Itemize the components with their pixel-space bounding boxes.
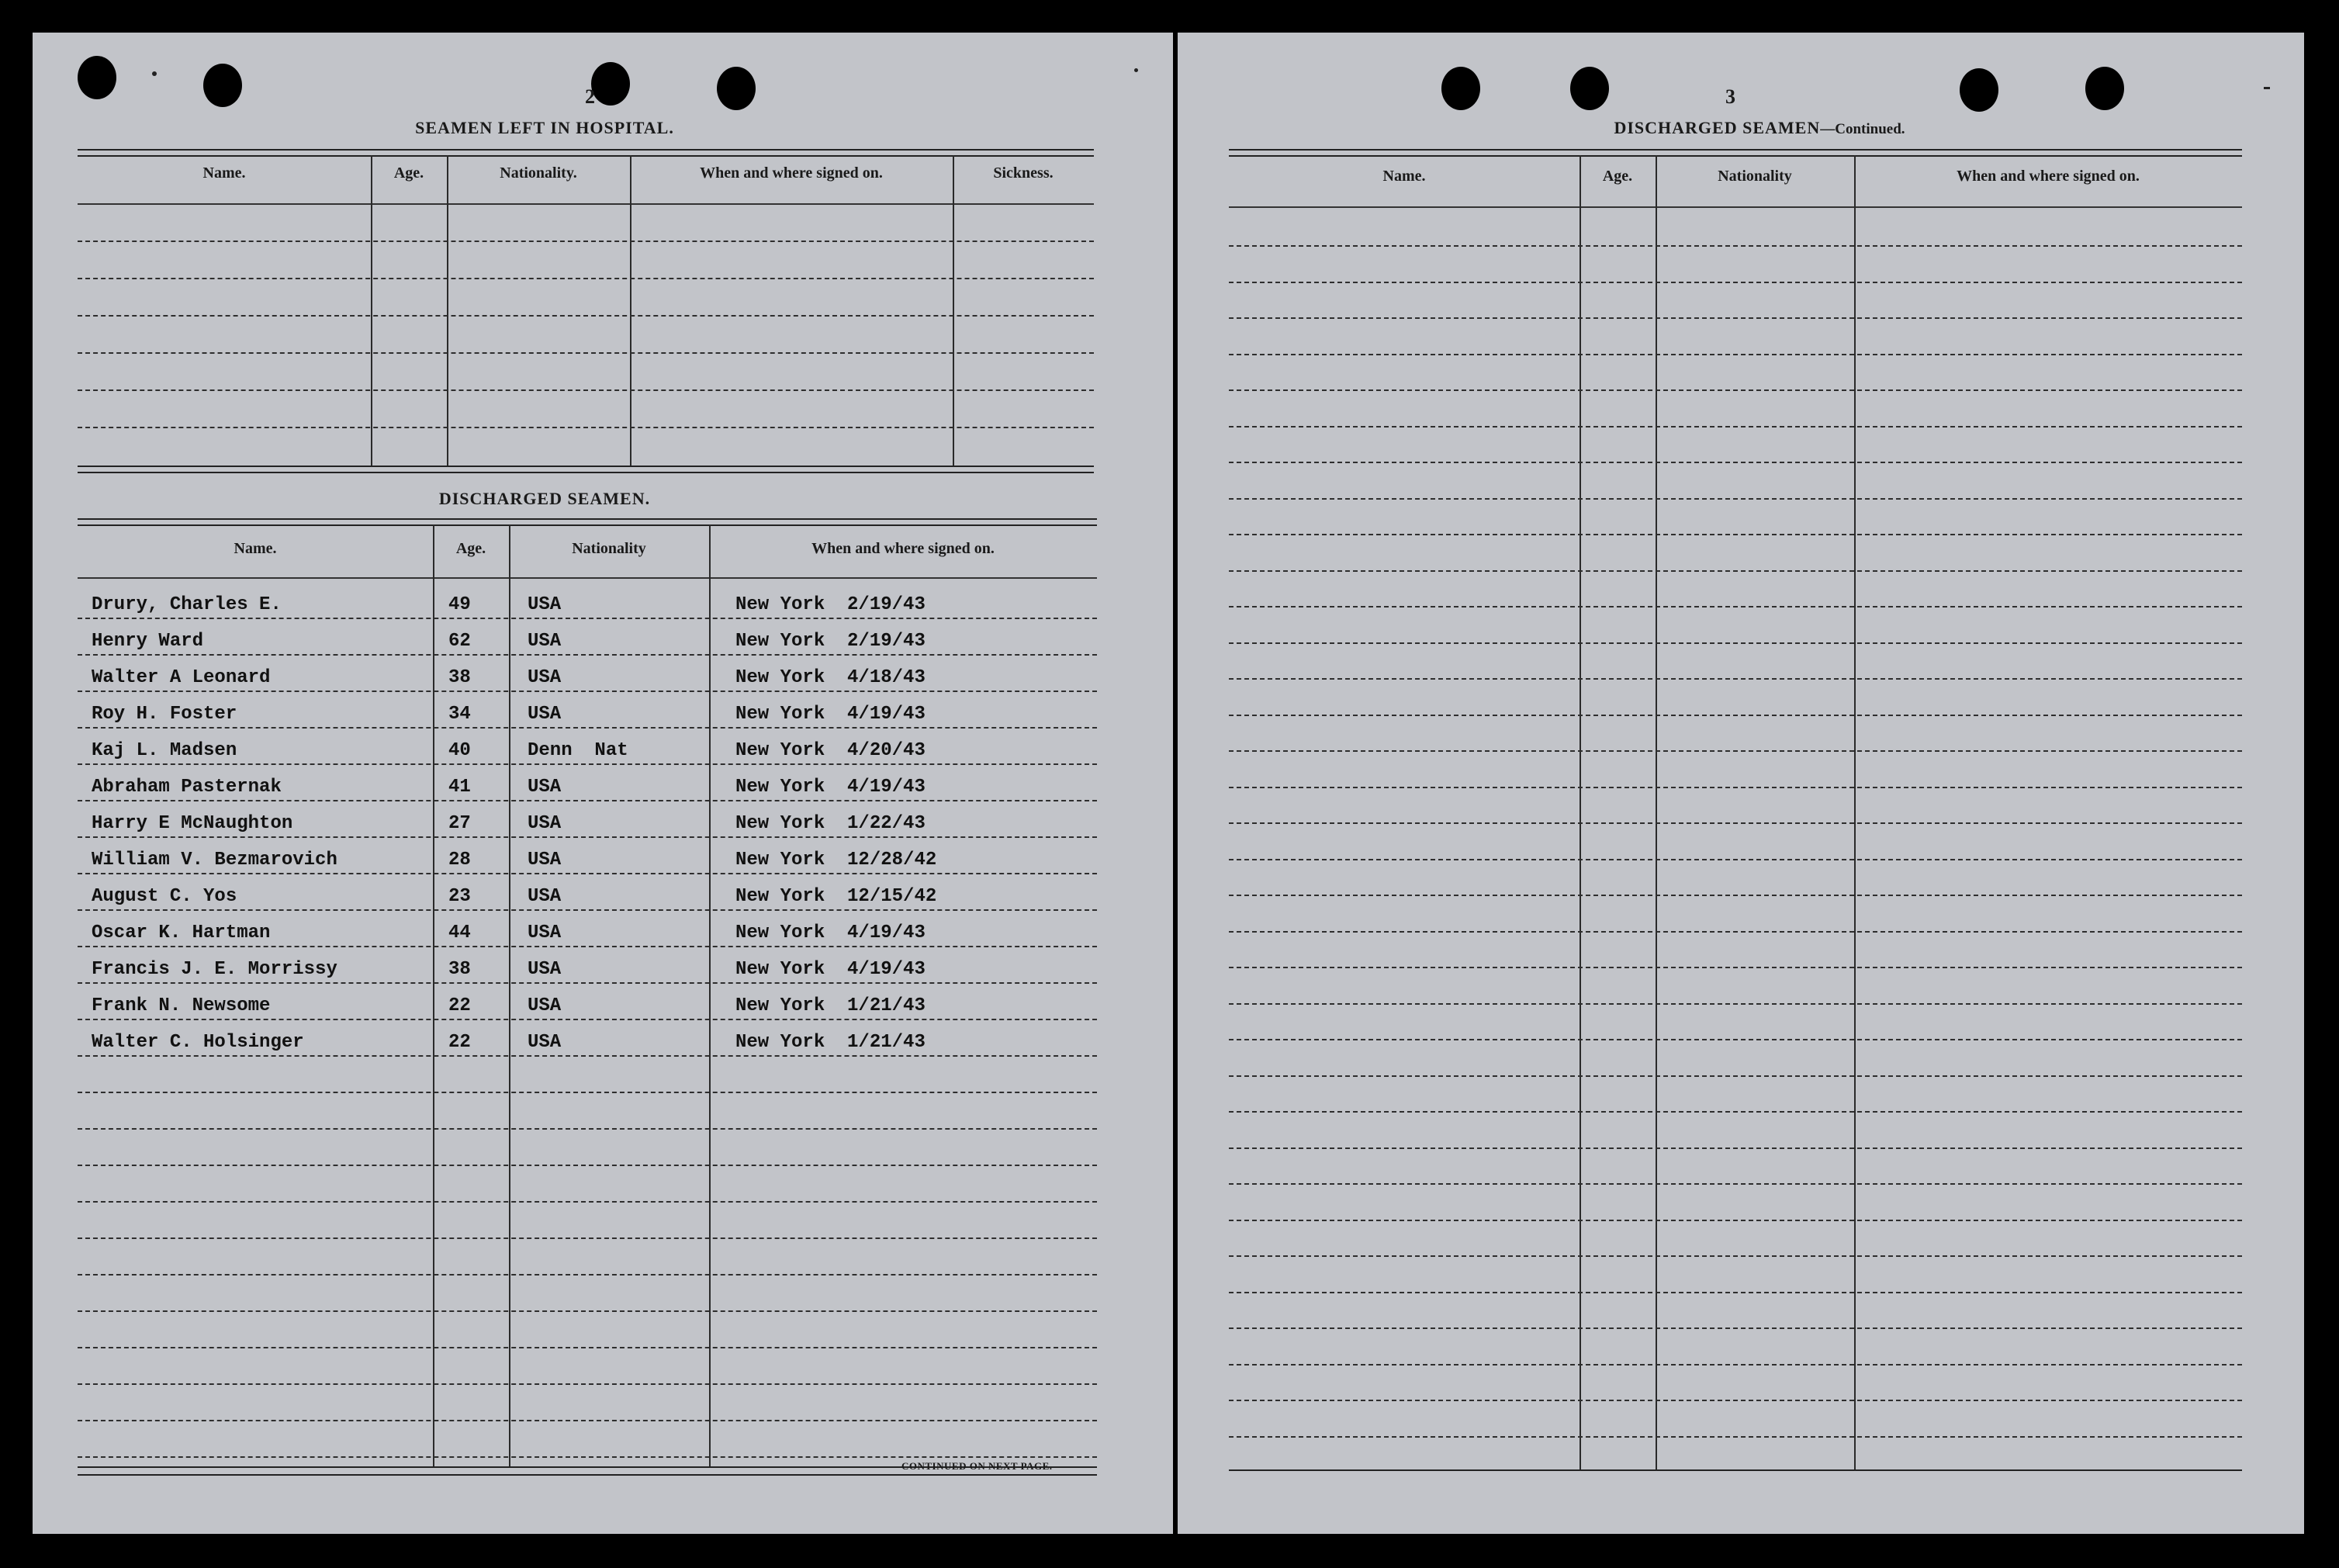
row-rule xyxy=(1229,1111,2242,1113)
row-rule xyxy=(1229,931,2242,933)
row-rule xyxy=(1229,570,2242,572)
seaman-age: 62 xyxy=(448,631,471,652)
header-nationality: Nationality xyxy=(572,540,646,557)
seaman-age: 22 xyxy=(448,1032,471,1053)
seaman-name: Drury, Charles E. xyxy=(92,594,282,615)
page-number: 3 xyxy=(1725,85,1735,108)
seaman-signed-on: New York 4/20/43 xyxy=(735,740,926,761)
row-rule xyxy=(78,1128,1097,1130)
title-main: DISCHARGED SEAMEN xyxy=(1614,118,1821,137)
seaman-name: Oscar K. Hartman xyxy=(92,922,271,943)
seaman-age: 22 xyxy=(448,995,471,1016)
table-row xyxy=(78,1032,1097,1063)
discharged-continued-title xyxy=(1472,118,2047,138)
row-rule xyxy=(1229,859,2242,860)
table-row xyxy=(78,922,1097,954)
punch-hole xyxy=(591,62,630,106)
continued-footer: CONTINUED ON NEXT PAGE. xyxy=(901,1460,1053,1472)
seaman-age: 40 xyxy=(448,740,471,761)
seaman-signed-on: New York 12/28/42 xyxy=(735,850,937,871)
row-rule xyxy=(1229,895,2242,896)
row-rule xyxy=(1229,678,2242,680)
row-rule xyxy=(78,1165,1097,1166)
seaman-signed-on: New York 1/21/43 xyxy=(735,1032,926,1053)
table-row xyxy=(78,777,1097,808)
seaman-signed-on: New York 4/19/43 xyxy=(735,959,926,980)
row-rule xyxy=(1229,462,2242,463)
table-row xyxy=(78,995,1097,1026)
title-continued: —Continued. xyxy=(1820,121,1905,137)
ink-speck xyxy=(1134,68,1138,72)
discharged-title: DISCHARGED SEAMEN. xyxy=(438,489,651,508)
seaman-nationality: USA xyxy=(528,631,562,652)
seaman-nationality: USA xyxy=(528,922,562,943)
table-row xyxy=(78,704,1097,735)
table-row xyxy=(78,740,1097,771)
row-rule xyxy=(78,1420,1097,1421)
seaman-nationality: USA xyxy=(528,959,562,980)
right-page xyxy=(1178,33,2304,1534)
row-rule xyxy=(1229,354,2242,355)
seaman-signed-on: New York 4/19/43 xyxy=(735,777,926,798)
row-rule xyxy=(1229,317,2242,319)
table-row xyxy=(78,959,1097,990)
seaman-nationality: USA xyxy=(528,704,562,725)
seaman-signed-on: New York 1/22/43 xyxy=(735,813,926,834)
table-row xyxy=(78,667,1097,698)
header-nationality: Nationality xyxy=(1718,168,1792,185)
seaman-nationality: USA xyxy=(528,995,562,1016)
punch-hole xyxy=(78,56,116,99)
header-name: Name. xyxy=(234,540,277,557)
header-signed-on: When and where signed on. xyxy=(1957,168,2140,185)
row-rule xyxy=(1229,1436,2242,1438)
header-signed-on: When and where signed on. xyxy=(700,164,883,182)
table-row xyxy=(78,594,1097,625)
row-rule xyxy=(1229,534,2242,535)
seaman-age: 49 xyxy=(448,594,471,615)
seaman-age: 23 xyxy=(448,886,471,907)
seaman-nationality: USA xyxy=(528,813,562,834)
seaman-name: Frank N. Newsome xyxy=(92,995,271,1016)
row-rule xyxy=(1229,1292,2242,1293)
seaman-nationality: USA xyxy=(528,594,562,615)
row-rule xyxy=(1229,787,2242,788)
row-rule xyxy=(78,1310,1097,1312)
discharged-table xyxy=(78,518,1097,1480)
row-rule xyxy=(1229,1147,2242,1149)
seaman-name: William V. Bezmarovich xyxy=(92,850,337,871)
seaman-age: 34 xyxy=(448,704,471,725)
punch-hole xyxy=(2085,67,2124,110)
ink-speck xyxy=(152,71,157,76)
row-rule xyxy=(1229,750,2242,752)
seaman-age: 41 xyxy=(448,777,471,798)
punch-hole xyxy=(203,64,242,107)
row-rule xyxy=(1229,1364,2242,1366)
row-rule xyxy=(78,1237,1097,1239)
seaman-age: 38 xyxy=(448,667,471,688)
row-rule xyxy=(1229,822,2242,824)
row-rule xyxy=(1229,1255,2242,1257)
row-rule xyxy=(78,1456,1097,1458)
row-rule xyxy=(78,1383,1097,1385)
seaman-age: 38 xyxy=(448,959,471,980)
row-rule xyxy=(1229,1003,2242,1005)
row-rule xyxy=(1229,1400,2242,1401)
row-rule xyxy=(1229,1220,2242,1221)
seaman-nationality: USA xyxy=(528,886,562,907)
punch-hole xyxy=(1960,68,1998,112)
table-row xyxy=(78,850,1097,881)
seaman-name: Abraham Pasternak xyxy=(92,777,282,798)
seaman-signed-on: New York 2/19/43 xyxy=(735,594,926,615)
header-name: Name. xyxy=(1382,168,1426,185)
seaman-name: Henry Ward xyxy=(92,631,204,652)
row-rule xyxy=(78,1274,1097,1276)
seaman-nationality: USA xyxy=(528,850,562,871)
seaman-name: August C. Yos xyxy=(92,886,237,907)
row-rule xyxy=(1229,498,2242,500)
row-rule xyxy=(78,1092,1097,1093)
row-rule xyxy=(1229,715,2242,716)
row-rule xyxy=(1229,642,2242,644)
seaman-signed-on: New York 4/19/43 xyxy=(735,922,926,943)
seaman-name: Kaj L. Madsen xyxy=(92,740,237,761)
ink-speck xyxy=(2264,87,2270,89)
discharged-continued-table xyxy=(1229,149,2242,1476)
page-number: 2 xyxy=(585,85,595,108)
hospital-table xyxy=(78,149,1094,473)
seaman-nationality: Denn Nat xyxy=(528,740,628,761)
seaman-signed-on: New York 1/21/43 xyxy=(735,995,926,1016)
row-rule xyxy=(1229,426,2242,427)
row-rule xyxy=(1229,1183,2242,1185)
row-rule xyxy=(1229,1327,2242,1329)
row-rule xyxy=(1229,967,2242,968)
punch-hole xyxy=(717,67,756,110)
seaman-signed-on: New York 4/18/43 xyxy=(735,667,926,688)
seaman-signed-on: New York 12/15/42 xyxy=(735,886,937,907)
seaman-name: Walter C. Holsinger xyxy=(92,1032,304,1053)
row-rule xyxy=(1229,606,2242,607)
seaman-signed-on: New York 4/19/43 xyxy=(735,704,926,725)
seaman-name: Walter A Leonard xyxy=(92,667,271,688)
row-rule xyxy=(1229,389,2242,391)
hospital-title: SEAMEN LEFT IN HOSPITAL. xyxy=(415,118,674,137)
seaman-signed-on: New York 2/19/43 xyxy=(735,631,926,652)
header-name: Name. xyxy=(202,164,246,182)
table-row xyxy=(78,813,1097,844)
row-rule xyxy=(78,1347,1097,1348)
row-rule xyxy=(78,1201,1097,1203)
seaman-nationality: USA xyxy=(528,1032,562,1053)
seaman-nationality: USA xyxy=(528,667,562,688)
seaman-name: Harry E McNaughton xyxy=(92,813,293,834)
row-rule xyxy=(1229,282,2242,283)
row-rule xyxy=(1229,1039,2242,1040)
seaman-age: 44 xyxy=(448,922,471,943)
header-age: Age. xyxy=(1602,168,1633,185)
header-age: Age. xyxy=(455,540,486,557)
seaman-name: Roy H. Foster xyxy=(92,704,237,725)
row-rule xyxy=(1229,245,2242,247)
header-signed-on: When and where signed on. xyxy=(811,540,995,557)
header-sickness: Sickness. xyxy=(993,164,1054,182)
punch-hole xyxy=(1441,67,1480,110)
seaman-age: 28 xyxy=(448,850,471,871)
table-row xyxy=(78,886,1097,917)
seaman-nationality: USA xyxy=(528,777,562,798)
seaman-age: 27 xyxy=(448,813,471,834)
left-page xyxy=(33,33,1173,1534)
header-age: Age. xyxy=(393,164,424,182)
row-rule xyxy=(1229,1075,2242,1077)
punch-hole xyxy=(1570,67,1609,110)
table-row xyxy=(78,631,1097,662)
header-nationality: Nationality. xyxy=(500,164,577,182)
seaman-name: Francis J. E. Morrissy xyxy=(92,959,337,980)
